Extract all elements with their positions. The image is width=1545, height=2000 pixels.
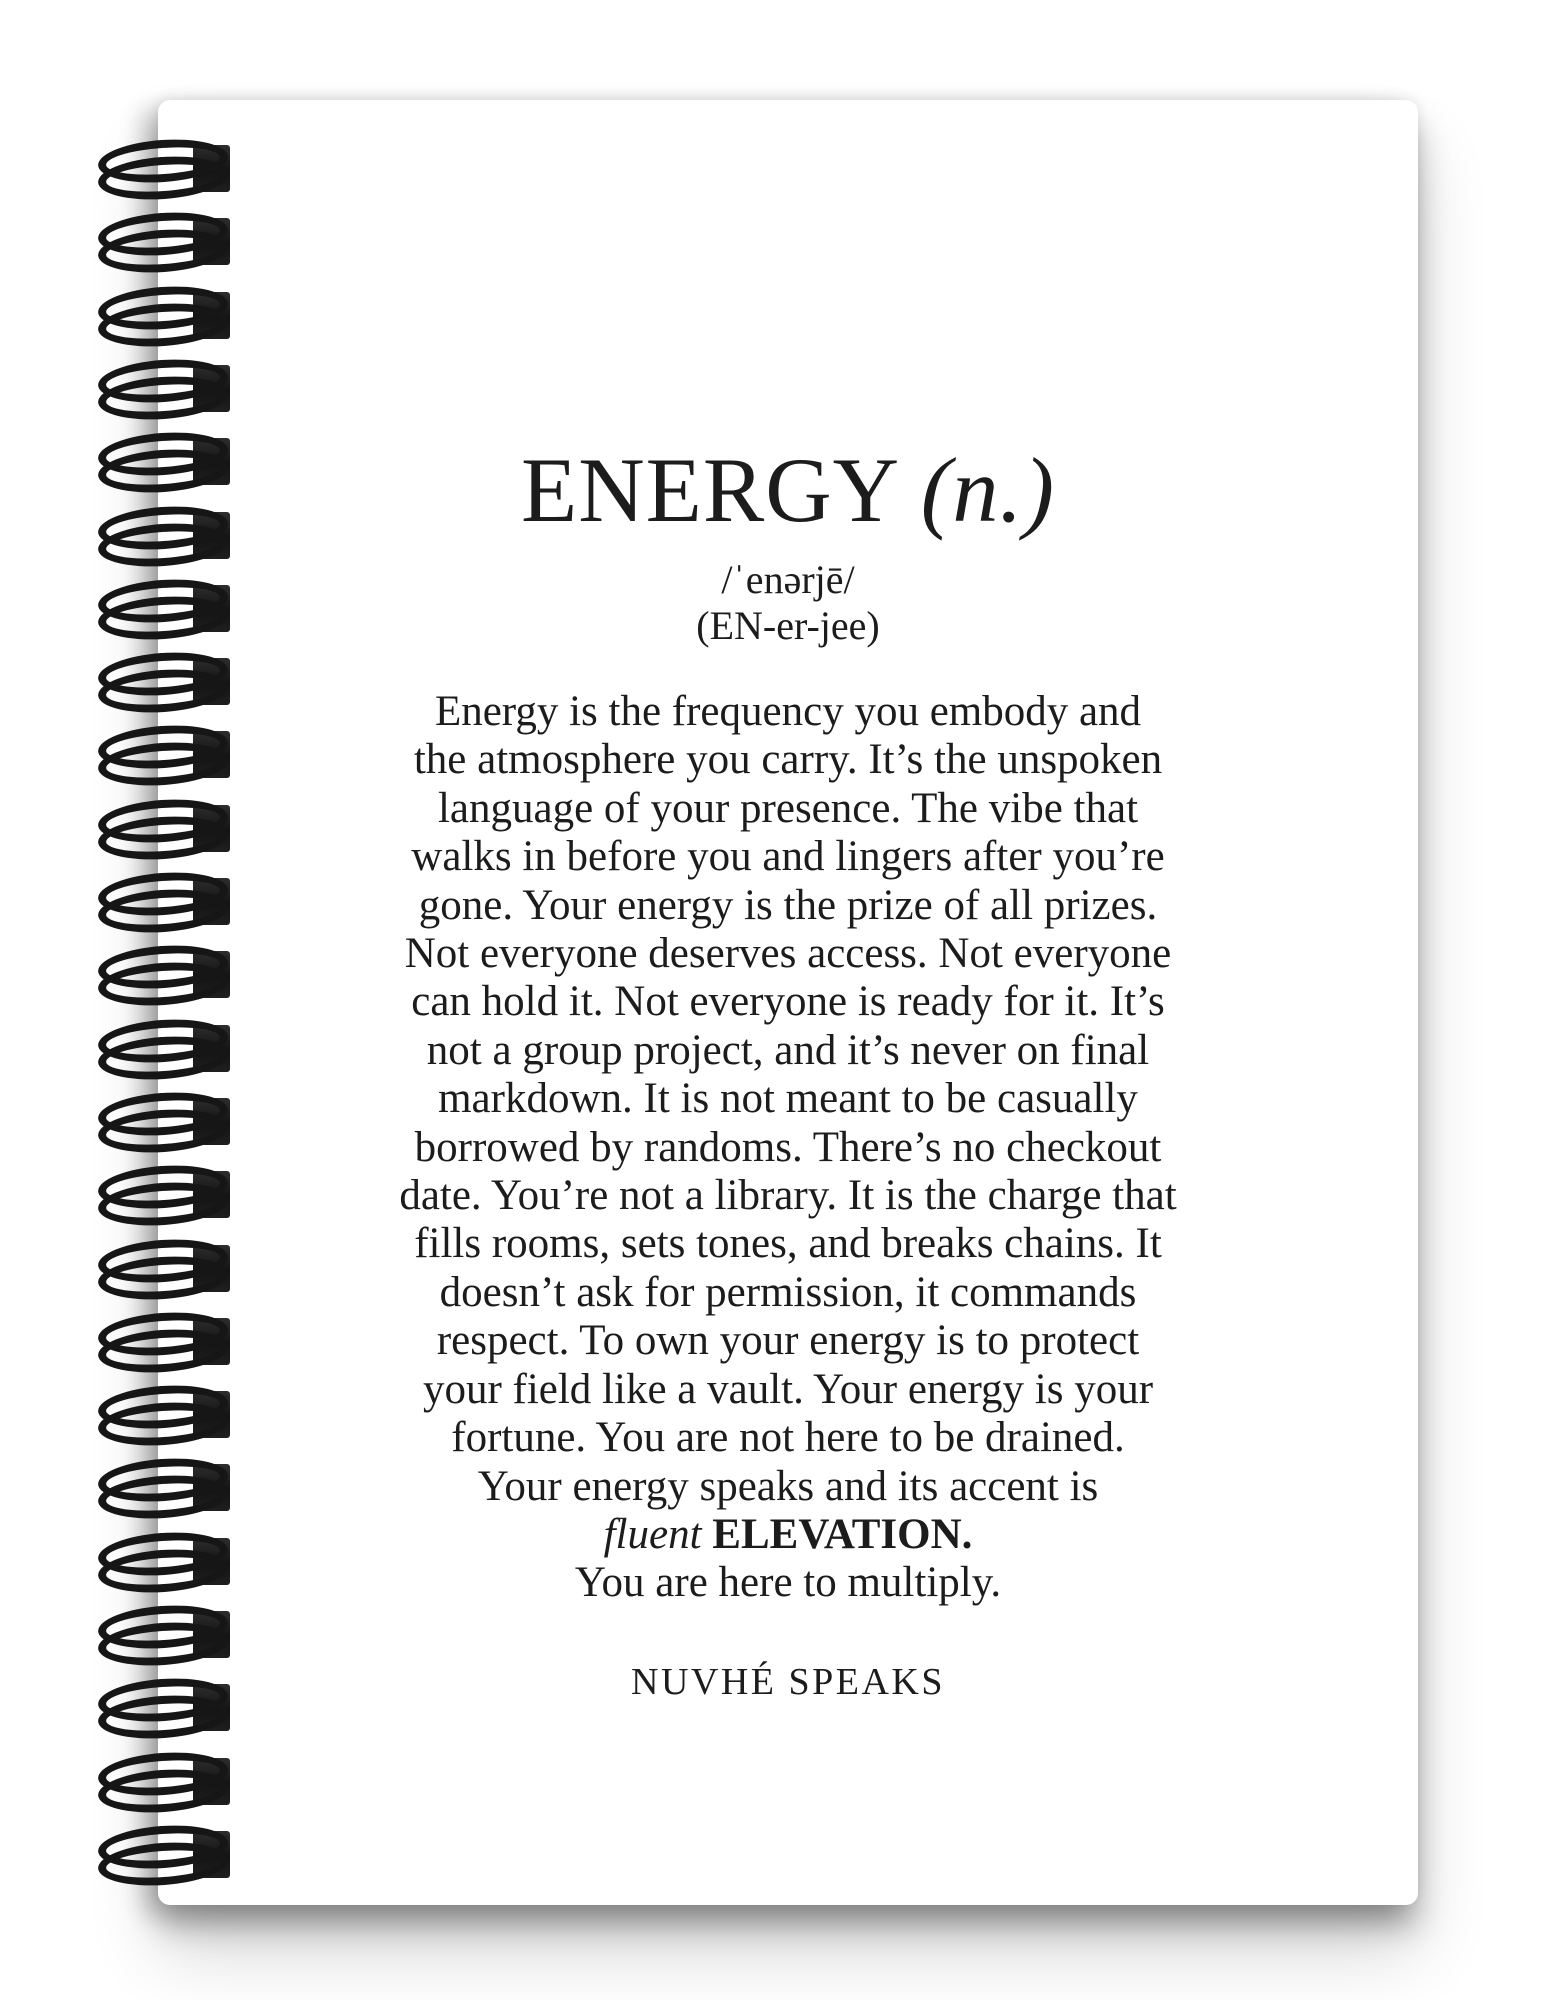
spiral-coil <box>96 946 236 1006</box>
spiral-coil <box>96 1826 236 1886</box>
brand-signature: NUVHÉ SPEAKS <box>631 1661 945 1703</box>
spiral-coil <box>96 800 236 860</box>
spiral-coil <box>96 653 236 713</box>
body-text-line: gone. Your energy is the prize of all prizes. <box>418 881 1158 929</box>
spiral-coil <box>96 1459 236 1519</box>
body-text-line: Energy is the frequency you embody and <box>434 688 1142 735</box>
body-text-line: respect. To own your energy is to protect <box>436 1317 1140 1365</box>
body-text-line: not a group project, and it’s never on final <box>426 1026 1150 1074</box>
body-text-line: your field like a vault. Your energy is your <box>422 1365 1154 1413</box>
body-text-line: date. You’re not a library. It is the charge that <box>399 1172 1177 1220</box>
accent-line <box>158 1511 1418 1559</box>
body-text-line: doesn’t ask for permission, it commands <box>439 1268 1137 1316</box>
pronunciation-phonetic: (EN-er-jee) <box>696 603 880 648</box>
cover-printed-content <box>158 100 1418 1905</box>
accent-italic-word: fluent <box>603 1510 702 1558</box>
body-text-line: fortune. You are not here to be drained. <box>451 1414 1125 1462</box>
spiral-coil <box>96 1386 236 1446</box>
body-text-line: Your energy speaks and its accent is <box>477 1462 1099 1510</box>
spiral-coil <box>96 1679 236 1739</box>
spiral-coil <box>96 1093 236 1153</box>
accent-bold-word: ELEVATION. <box>712 1510 973 1558</box>
closing-line: You are here to multiply. <box>574 1559 1002 1607</box>
spiral-binding <box>0 0 260 2000</box>
spiral-coil <box>96 360 236 420</box>
spiral-coil <box>96 726 236 786</box>
body-text-line: the atmosphere you carry. It’s the unspoken <box>413 736 1163 784</box>
definition-lines <box>158 688 1418 1511</box>
spiral-coil <box>96 287 236 347</box>
pronunciation-ipa: /ˈenərjē/ <box>721 557 855 602</box>
title-part-of-speech: (n.) <box>920 439 1055 541</box>
spiral-coil <box>96 1240 236 1300</box>
notebook-cover-page <box>158 100 1418 1905</box>
body-text-line: markdown. It is not meant to be casually <box>438 1075 1138 1123</box>
spiral-coil <box>96 507 236 567</box>
spiral-coil <box>96 1166 236 1226</box>
body-text-line: fills rooms, sets tones, and breaks chains. It <box>414 1220 1162 1268</box>
page-title <box>158 439 1418 541</box>
spiral-coil <box>96 213 236 273</box>
body-text-line: language of your presence. The vibe that <box>437 784 1139 832</box>
body-text-line: can hold it. Not everyone is ready for it. It’s <box>411 978 1165 1026</box>
spiral-coil <box>96 140 236 200</box>
spiral-coil <box>96 1606 236 1666</box>
spiral-coil <box>96 433 236 493</box>
body-text-line: Not everyone deserves access. Not everyone <box>404 930 1172 978</box>
definition-body <box>158 688 1418 1608</box>
spiral-coil <box>96 1020 236 1080</box>
spiral-coil <box>96 580 236 640</box>
spiral-coil <box>96 1313 236 1373</box>
spiral-coil <box>96 873 236 933</box>
spiral-coil <box>96 1533 236 1593</box>
body-text-line: walks in before you and lingers after you’re <box>411 833 1165 881</box>
title-word: ENERGY <box>521 439 897 541</box>
body-text-line: borrowed by randoms. There’s no checkout <box>414 1123 1162 1171</box>
spiral-coil <box>96 1753 236 1813</box>
